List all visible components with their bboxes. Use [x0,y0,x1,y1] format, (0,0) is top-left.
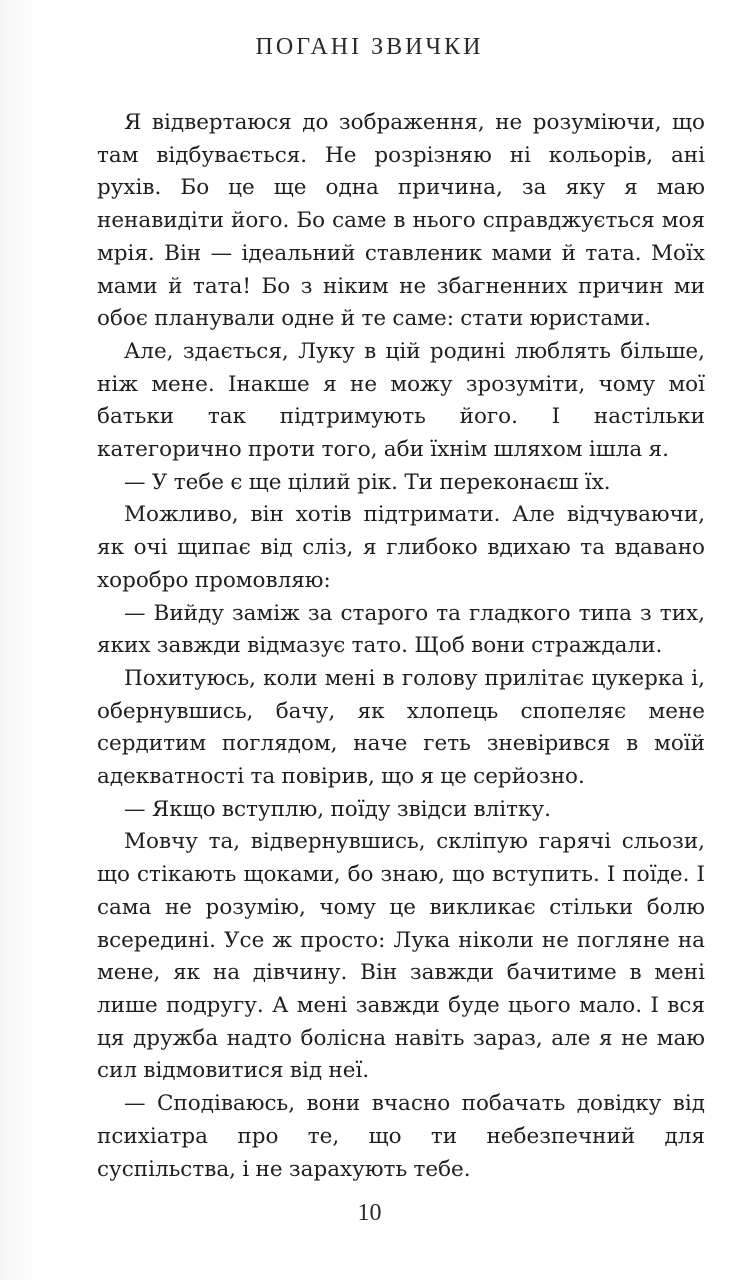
page-number: 10 [357,1200,382,1226]
dialogue-line: — Якщо вступлю, поїду звідси влітку. [124,796,551,822]
paragraph: Мовчу та, відвернувшись, скліпую гарячі сльози, що стікають щоками, бо знаю, що вступить. І поїде. І сама не розумію, чому це викликає стільки болю всередині. Усе ж просто: Лука ніколи не погляне на мене, як на дівчину. Він завжди бачитиме в мені лише подругу. А мені завжди буде цього мало. І вся ця дружба надто болісна навіть зараз, але я не маю сил відмовитися від неї. [97,829,705,1084]
paragraph: Можливо, він хотів підтримати. Але відчуваючи, як очі щипає від сліз, я глибоко вдихаю та вдавано хоробро промовляю: [97,502,705,593]
paragraph: Але, здається, Луку в цій родині люблять більше, ніж мене. Інакше я не можу зрозуміти, чому мої батьки так підтримують його. І настільки категорично проти того, аби їхнім шляхом ішла я. [97,338,705,463]
running-header: ПОГАНІ ЗВИЧКИ [255,34,484,60]
dialogue-line: — У тебе є ще цілий рік. Ти переконаєш їх. [124,469,611,495]
body-text [97,107,705,1186]
dialogue-line: — Сподіваюсь, вони вчасно побачать довідку від психіатра про те, що ти небезпечний для суспільства, і не зарахують тебе. [97,1091,705,1182]
dialogue-line: — Вийду заміж за старого та гладкого типа з тих, яких завжди відмазує тато. Щоб вони страждали. [97,600,705,659]
paragraph: Похитуюсь, коли мені в голову прилітає цукерка і, обернувшись, бачу, як хлопець спопеляє мене сердитим поглядом, наче геть зневірився в моїй адекватності та повірив, що я це серйозно. [97,665,705,790]
paragraph: Я відвертаюся до зображення, не розуміючи, що там відбувається. Не розрізняю ні кольорів, ані рухів. Бо це ще одна причина, за яку я маю ненавидіти його. Бо саме в нього справджується моя мрія. Він — ідеальний ставленик мами й тата. Моїх мами й тата! Бо з ніким не збагненних причин ми обоє планували одне й те саме: стати юристами. [97,110,705,332]
